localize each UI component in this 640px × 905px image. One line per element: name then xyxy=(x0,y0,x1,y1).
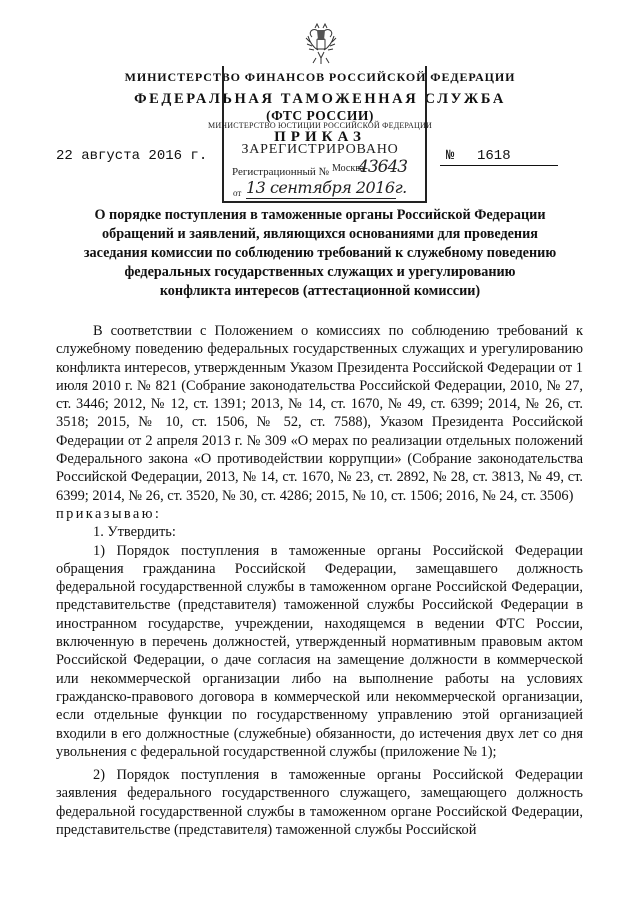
coat-of-arms-emblem xyxy=(304,22,338,66)
service-abbreviation: (ФТС РОССИИ) xyxy=(266,108,374,123)
stamp-registration-number: 43643 xyxy=(358,157,408,177)
service-name: ФЕДЕРАЛЬНАЯ ТАМОЖЕННАЯ СЛУЖБА xyxy=(134,91,506,107)
stamp-registered: ЗАРЕГИСТРИРОВАНО xyxy=(241,142,399,157)
item-1: 1. Утвердить: xyxy=(93,524,176,541)
title-line: О порядке поступления в таможенные органы Российской Федерации xyxy=(94,207,546,223)
preamble-paragraph: В соответствии с Положением о комиссиях по соблюдению требований к служебному поведению федеральных государственных служащих и урегулированию конфликта интересов, утвержденным Указом Президента Российской Федерации от 1 июля 2010 г. № 821 (Собрание законодательства Российской Федерации, 2010, № 27, ст. 3446; 2012, № 12, ст. 1391; 2013, № 14, ст. 1670, № 49, ст. 6399; 2014, № 26, ст. 3518; 2015, № 10, ст. 1506, № 52, ст. 7588), Указом Президента Российской Федерации от 2 апреля 2013 г. № 309 «О мерах по реализации отдельных положений Федерального закона «О противодействии коррупции» (Собрание законодательства Российской Федерации, 2013, № 14, ст. 1670, № 23, ст. 2892, № 28, ст. 3813, № 49, ст. 6399; 2014, № 26, ст. 3520, № 30, ст. 4286; 2015, № 10, ст. 1506; 2016, № 24, ст. 3506) xyxy=(56,323,583,504)
stamp-registration-label: Регистрационный № xyxy=(232,166,330,178)
order-number-underline xyxy=(440,165,558,166)
title-line: федеральных государственных служащих и урегулированию xyxy=(124,264,516,280)
stamp-date-underline xyxy=(246,198,396,199)
item-1-1: 1) Порядок поступления в таможенные органы Российской Федерации обращения гражданина Российской Федерации, замещавшего должность федеральной государственной службы в таможенном органе Российской Федерации, представительстве (представителя) таможенной службы Российской Федерации в иностранном государстве, учреждении, находящемся в ведении ФТС России, включенную в перечень должностей, утвержденный нормативным правовым актом Российской Федерации, о даче согласия на замещение должности в коммерческой или некоммерческой организации либо на выполнение работы на условиях гражданско-правового договора в коммерческой или некоммерческой организации, если отдельные функции по государственному управлению этой организацией входили в его должностные (служебные) обязанности, до истечения двух лет со дня увольнения с федеральной государственной службы (приложение № 1); xyxy=(56,542,583,760)
command-word: приказываю: xyxy=(56,505,162,522)
order-title xyxy=(70,206,570,301)
title-line: заседания комиссии по соблюдению требований к служебному поведению xyxy=(83,245,557,261)
order-number: 1618 xyxy=(477,148,511,164)
command-line xyxy=(56,505,583,523)
order-date: 22 августа 2016 г. xyxy=(56,148,208,164)
order-number-sign: № xyxy=(446,148,455,164)
stamp-ministry-of-justice: МИНИСТЕРСТВО ЮСТИЦИИ РОССИЙСКОЙ ФЕДЕРАЦИИ xyxy=(208,121,432,130)
stamp-handwritten-date: 13 сентября 2016г. xyxy=(246,178,407,197)
stamp-date-prefix: от xyxy=(233,188,242,198)
ministry-name: МИНИСТЕРСТВО ФИНАНСОВ РОССИЙСКОЙ ФЕДЕРАЦИИ xyxy=(124,70,516,84)
title-line: конфликта интересов (аттестационной комиссии) xyxy=(159,283,481,299)
document-type: ПРИКАЗ xyxy=(274,129,366,145)
order-body xyxy=(56,322,583,839)
item-1-2: 2) Порядок поступления в таможенные органы Российской Федерации заявления федерального государственного служащего, замещающего должность федеральной государственной службы в таможенном органе Российской Федерации, представительстве (представителя) таможенной службы Российской xyxy=(56,767,583,839)
stamp-city: Москва xyxy=(332,163,365,174)
title-line: обращений и заявлений, являющихся основаниями для проведения xyxy=(102,226,538,242)
